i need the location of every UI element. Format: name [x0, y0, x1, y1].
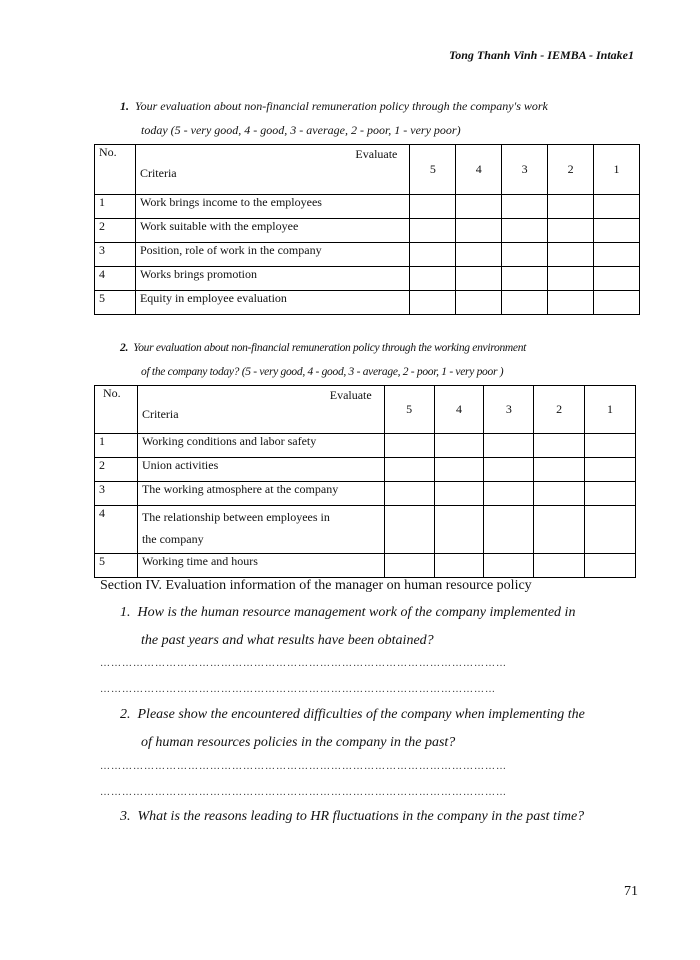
criteria-evaluate-header: [135, 145, 409, 195]
table-row: [95, 195, 640, 219]
row-criteria: Work suitable with the employee: [135, 219, 409, 243]
item-1-number: 1.: [120, 605, 131, 620]
row-number: 1: [95, 195, 136, 219]
table-row: [95, 243, 640, 267]
row-criteria: Working conditions and labor safety: [137, 434, 384, 458]
score-cell[interactable]: [502, 243, 548, 267]
score-cell[interactable]: [585, 506, 636, 554]
answer-line[interactable]: …………………………………………………………………………………………………: [100, 787, 507, 798]
score-cell[interactable]: [434, 554, 484, 578]
question-2-line1: Your evaluation about non-financial remuneration policy through the working environment: [133, 342, 527, 354]
no-header: No.: [95, 386, 138, 434]
score-cell[interactable]: [534, 554, 585, 578]
item-1-line1: How is the human resource management work of the company implemented in: [137, 605, 576, 620]
table-row: [95, 219, 640, 243]
score-cell[interactable]: [456, 267, 502, 291]
no-header: No.: [95, 145, 136, 195]
score-cell[interactable]: [594, 267, 640, 291]
table-row: [95, 506, 636, 554]
score-cell[interactable]: [434, 434, 484, 458]
item-3-number: 3.: [120, 809, 131, 824]
score-cell[interactable]: [484, 554, 534, 578]
answer-line[interactable]: …………………………………………………………………………………………………: [100, 761, 507, 772]
question-1: [120, 94, 635, 142]
score-header-4: 4: [456, 145, 502, 195]
score-cell[interactable]: [548, 291, 594, 315]
score-cell[interactable]: [534, 434, 585, 458]
row-number: 5: [95, 291, 136, 315]
score-cell[interactable]: [594, 243, 640, 267]
score-header-2: 2: [548, 145, 594, 195]
score-header-3: 3: [484, 386, 534, 434]
score-header-2: 2: [534, 386, 585, 434]
criteria-evaluate-header: [137, 386, 384, 434]
row-criteria-line1: The relationship between employees in: [141, 510, 330, 524]
score-header-3: 3: [502, 145, 548, 195]
criteria-label: Criteria: [141, 407, 179, 421]
row-number: 1: [95, 434, 138, 458]
evaluation-table-1: [94, 144, 640, 315]
score-cell[interactable]: [534, 506, 585, 554]
score-cell[interactable]: [548, 267, 594, 291]
table-row: [95, 291, 640, 315]
score-cell[interactable]: [410, 219, 456, 243]
item-3: [120, 803, 645, 831]
row-number: 2: [95, 219, 136, 243]
page-header: Tong Thanh Vinh - IEMBA - Intake1: [449, 48, 634, 62]
score-cell[interactable]: [456, 195, 502, 219]
score-cell[interactable]: [484, 458, 534, 482]
score-cell[interactable]: [484, 506, 534, 554]
row-criteria: [137, 506, 384, 554]
answer-line[interactable]: ………………………………………………………………………………………………: [100, 684, 496, 695]
score-cell[interactable]: [410, 195, 456, 219]
item-2-line1: Please show the encountered difficulties of the company when implementing the: [137, 707, 585, 722]
score-header-4: 4: [434, 386, 484, 434]
table-row: [95, 434, 636, 458]
score-cell[interactable]: [548, 243, 594, 267]
row-number: 3: [95, 243, 136, 267]
criteria-label: Criteria: [139, 166, 177, 180]
row-number: 5: [95, 554, 138, 578]
section-heading: Section IV. Evaluation information of the manager on human resource policy: [100, 578, 532, 593]
evaluate-label: Evaluate: [355, 147, 398, 161]
score-cell[interactable]: [585, 458, 636, 482]
question-1-line1: Your evaluation about non-financial remuneration policy through the company's work: [135, 99, 548, 113]
row-criteria: Position, role of work in the company: [135, 243, 409, 267]
question-1-number: 1.: [120, 99, 129, 113]
score-cell[interactable]: [434, 482, 484, 506]
row-criteria-line2: the company: [141, 532, 204, 546]
row-criteria: The working atmosphere at the company: [137, 482, 384, 506]
evaluate-label: Evaluate: [329, 388, 372, 402]
table-row: [95, 458, 636, 482]
score-cell[interactable]: [484, 434, 534, 458]
score-header-5: 5: [410, 145, 456, 195]
score-cell[interactable]: [434, 506, 484, 554]
table-row: [95, 554, 636, 578]
score-cell[interactable]: [384, 554, 434, 578]
question-2-line2: of the company today? (5 - very good, 4 - good, 3 - average, 2 - poor, 1 - very poor ): [141, 366, 504, 378]
row-criteria: Work brings income to the employees: [135, 195, 409, 219]
item-2-number: 2.: [120, 707, 131, 722]
item-1-line2: the past years and what results have been obtained?: [141, 633, 434, 648]
item-2-line2: of human resources policies in the company in the past?: [141, 735, 456, 750]
score-cell[interactable]: [434, 458, 484, 482]
score-cell[interactable]: [502, 219, 548, 243]
row-number: 2: [95, 458, 138, 482]
item-2: [120, 701, 640, 757]
page-number: 71: [624, 884, 638, 899]
row-criteria: Equity in employee evaluation: [135, 291, 409, 315]
score-cell[interactable]: [484, 482, 534, 506]
row-number: 4: [95, 506, 138, 554]
score-header-5: 5: [384, 386, 434, 434]
score-cell[interactable]: [410, 243, 456, 267]
score-header-1: 1: [585, 386, 636, 434]
score-cell[interactable]: [585, 434, 636, 458]
score-cell[interactable]: [548, 195, 594, 219]
row-criteria: Union activities: [137, 458, 384, 482]
question-2-number: 2.: [120, 342, 129, 354]
table-row: [95, 267, 640, 291]
score-cell[interactable]: [548, 219, 594, 243]
table-row: [95, 482, 636, 506]
item-3-line1: What is the reasons leading to HR fluctuations in the company in the past time?: [137, 809, 585, 824]
score-cell[interactable]: [410, 267, 456, 291]
score-header-1: 1: [594, 145, 640, 195]
score-cell[interactable]: [502, 291, 548, 315]
score-cell[interactable]: [410, 291, 456, 315]
score-cell[interactable]: [384, 458, 434, 482]
question-1-line2: today (5 - very good, 4 - good, 3 - average, 2 - poor, 1 - very poor): [141, 123, 461, 137]
score-cell[interactable]: [456, 243, 502, 267]
answer-line[interactable]: …………………………………………………………………………………………………: [100, 658, 507, 669]
row-criteria: Works brings promotion: [135, 267, 409, 291]
score-cell[interactable]: [534, 482, 585, 506]
row-number: 3: [95, 482, 138, 506]
score-cell[interactable]: [594, 219, 640, 243]
score-cell[interactable]: [502, 267, 548, 291]
score-cell[interactable]: [456, 219, 502, 243]
score-cell[interactable]: [384, 506, 434, 554]
score-cell[interactable]: [585, 554, 636, 578]
evaluation-table-2: [94, 385, 636, 578]
score-cell[interactable]: [534, 458, 585, 482]
row-criteria: Working time and hours: [137, 554, 384, 578]
item-1: [120, 599, 640, 655]
question-2: [120, 336, 640, 384]
score-cell[interactable]: [594, 291, 640, 315]
score-cell[interactable]: [502, 195, 548, 219]
row-number: 4: [95, 267, 136, 291]
score-cell[interactable]: [585, 482, 636, 506]
score-cell[interactable]: [594, 195, 640, 219]
score-cell[interactable]: [384, 434, 434, 458]
score-cell[interactable]: [456, 291, 502, 315]
score-cell[interactable]: [384, 482, 434, 506]
